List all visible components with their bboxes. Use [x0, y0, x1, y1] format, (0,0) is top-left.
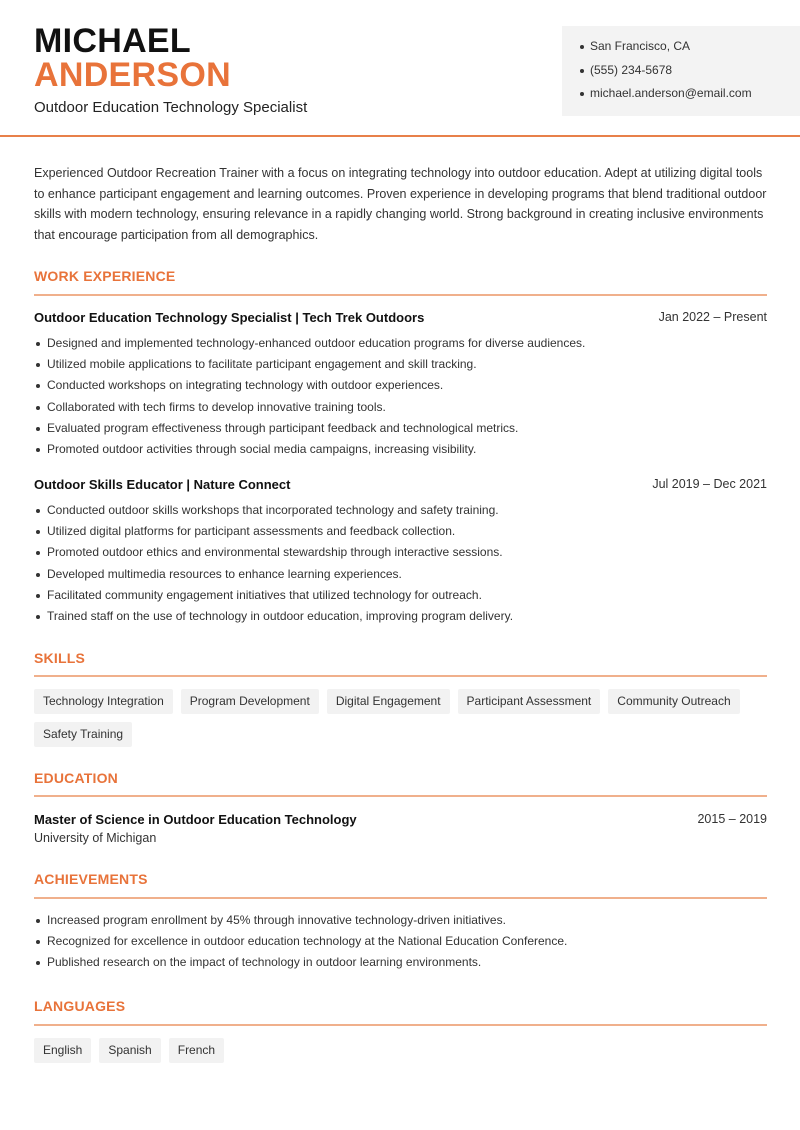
list-item: Utilized digital platforms for participant assessments and feedback collection.	[34, 523, 774, 544]
education-degree: Master of Science in Outdoor Education Technology	[34, 812, 357, 827]
section-title-education: EDUCATION	[34, 770, 118, 786]
job-bullets-2	[34, 502, 774, 629]
contact-email[interactable]: michael.anderson@email.com	[580, 85, 800, 109]
job-dates-2: Jul 2019 – Dec 2021	[652, 477, 767, 491]
professional-summary: Experienced Outdoor Recreation Trainer with a focus on integrating technology into outdoor education. Adept at utilizing digital tools to enhance participant engagement and learning outcomes. Proven experience in developing programs that blend traditional outdoor skills with modern technology, ensuring relevance in a rapidly changing world. Strong background in creating inclusive environments that encourage participation from all demographics.	[34, 166, 767, 242]
section-divider	[34, 294, 767, 296]
contact-box	[562, 26, 800, 116]
language-chip: Spanish	[99, 1038, 160, 1063]
list-item: Evaluated program effectiveness through participant feedback and technological metrics.	[34, 420, 774, 441]
skill-chip: Technology Integration	[34, 689, 173, 714]
resume-header	[0, 0, 800, 137]
education-dates: 2015 – 2019	[697, 812, 767, 826]
section-divider	[34, 897, 767, 899]
first-name: MICHAEL	[34, 22, 191, 60]
education-school: University of Michigan	[34, 831, 157, 845]
section-divider	[34, 1024, 767, 1026]
section-title-achievements: ACHIEVEMENTS	[34, 871, 148, 887]
skill-chip: Participant Assessment	[458, 689, 601, 714]
list-item: Designed and implemented technology-enhanced outdoor education programs for diverse audiences.	[34, 335, 774, 356]
job-title-2: Outdoor Skills Educator | Nature Connect	[34, 477, 291, 492]
list-item: Facilitated community engagement initiatives that utilized technology for outreach.	[34, 587, 774, 608]
languages-list	[34, 1038, 774, 1063]
language-chip: English	[34, 1038, 91, 1063]
list-item: Recognized for excellence in outdoor education technology at the National Education Conference.	[34, 933, 774, 954]
list-item: Collaborated with tech firms to develop innovative training tools.	[34, 399, 774, 420]
section-title-languages: LANGUAGES	[34, 998, 126, 1014]
skills-list	[34, 689, 774, 747]
list-item: Promoted outdoor activities through social media campaigns, increasing visibility.	[34, 441, 774, 462]
list-item: Utilized mobile applications to facilitate participant engagement and skill tracking.	[34, 356, 774, 377]
skill-chip: Program Development	[181, 689, 319, 714]
list-item: Conducted workshops on integrating technology with outdoor experiences.	[34, 377, 774, 398]
list-item: Increased program enrollment by 45% through innovative technology-driven initiatives.	[34, 912, 774, 933]
job-bullets-1	[34, 335, 774, 462]
job-title-1: Outdoor Education Technology Specialist | Tech Trek Outdoors	[34, 310, 425, 325]
list-item: Developed multimedia resources to enhance learning experiences.	[34, 566, 774, 587]
list-item: Published research on the impact of technology in outdoor learning environments.	[34, 954, 774, 975]
list-item: Conducted outdoor skills workshops that incorporated technology and safety training.	[34, 502, 774, 523]
job-role: Outdoor Education Technology Specialist	[34, 99, 308, 116]
last-name: ANDERSON	[34, 56, 231, 94]
list-item: Promoted outdoor ethics and environmental stewardship through interactive sessions.	[34, 544, 774, 565]
section-title-work: WORK EXPERIENCE	[34, 268, 176, 284]
list-item: Trained staff on the use of technology in outdoor education, improving program delivery.	[34, 608, 774, 629]
skill-chip: Safety Training	[34, 722, 132, 747]
section-title-skills: SKILLS	[34, 650, 85, 666]
section-divider	[34, 675, 767, 677]
section-divider	[34, 795, 767, 797]
language-chip: French	[169, 1038, 224, 1063]
skill-chip: Digital Engagement	[327, 689, 450, 714]
skill-chip: Community Outreach	[608, 689, 739, 714]
achievements-list	[34, 912, 774, 976]
contact-phone: (555) 234-5678	[580, 62, 800, 86]
contact-location: San Francisco, CA	[580, 38, 800, 62]
job-dates-1: Jan 2022 – Present	[658, 310, 767, 324]
